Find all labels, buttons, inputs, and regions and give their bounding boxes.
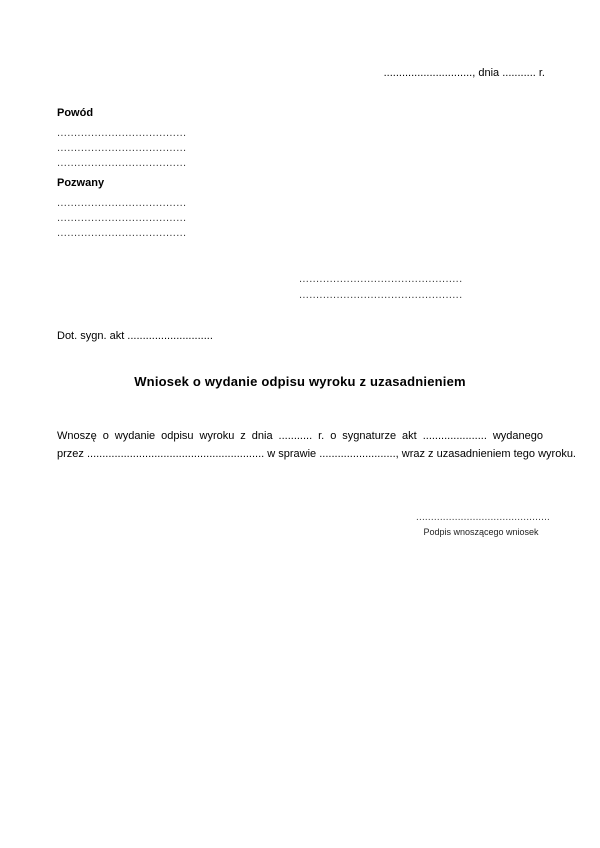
plaintiff-label: Powód (57, 107, 94, 119)
document-title: Wniosek o wydanie odpisu wyroku z uzasadnieniem (134, 374, 466, 389)
plaintiff-fill-line: ...................................... (57, 142, 187, 154)
signature-fill-line: ............................................. (416, 512, 551, 523)
case-reference-line: Dot. sygn. akt ............................ (57, 330, 213, 342)
body-line: Wnoszę o wydanie odpisu wyroku z dnia ........... r. o sygnaturze akt ..................... wydanego (57, 430, 543, 442)
plaintiff-fill-line: ...................................... (57, 127, 187, 139)
date-line: ............................., dnia ........... r. (383, 67, 545, 79)
defendant-fill-line: ...................................... (57, 227, 187, 239)
court-address-block (299, 271, 463, 303)
defendant-label: Pozwany (57, 177, 105, 189)
body-paragraph (57, 427, 576, 463)
defendant-fill-line: ...................................... (57, 212, 187, 224)
signature-block (416, 512, 551, 537)
body-line: przez .......................................................... w sprawie ........................., wraz z uzasadnieniem tego wyroku. (57, 448, 576, 460)
signature-caption: Podpis wnoszącego wniosek (423, 527, 539, 537)
court-fill-line: ................................................ (299, 289, 463, 301)
defendant-fill-line: ...................................... (57, 197, 187, 209)
plaintiff-block (57, 107, 186, 171)
court-fill-line: ................................................ (299, 273, 463, 285)
defendant-block (57, 177, 186, 241)
plaintiff-fill-line: ...................................... (57, 157, 187, 169)
